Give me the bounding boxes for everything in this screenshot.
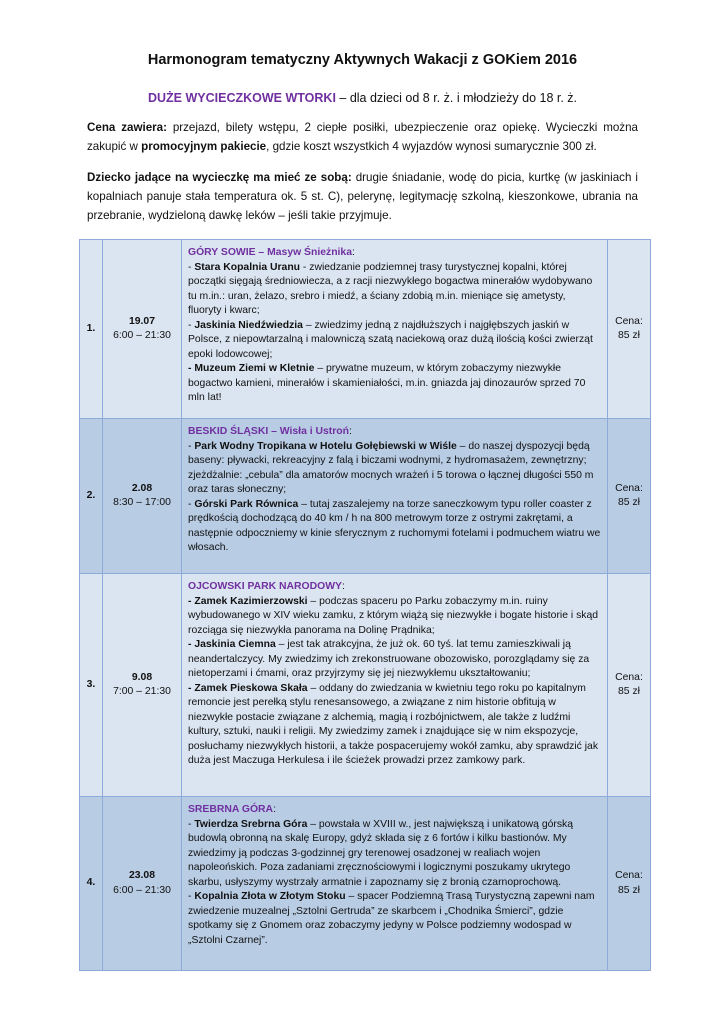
trip-region-suffix: : [349, 426, 352, 437]
price-label: Cena: [615, 315, 643, 327]
trip-item [188, 440, 601, 498]
trip-price-cell [608, 574, 651, 797]
subtitle-rest: – dla dzieci od 8 r. ż. i młodzieży do 18 r. ż. [335, 91, 578, 105]
trip-region [188, 803, 601, 818]
item-text: – tutaj zaszalejemy na torze saneczkowym typu roller coaster z prędkością dochodzącą do 40 km / h na 800 metrowym torze z ostrymi zakrętami, a następnie odpoczniemy w kinie sferycznym z ruchomymi fotelami i podmuchem wiatru we włosach. [188, 498, 601, 553]
trip-region-suffix: : [273, 804, 276, 815]
item-prefix: - [188, 440, 195, 452]
bring-info-paragraph [87, 168, 638, 225]
trip-price-cell [608, 419, 651, 574]
item-text: – prywatne muzeum, w którym zobaczymy niezwykłe bogactwo kamieni, minerałów i skamieniałości, m.in. gniazda jaj dinozaurów sprzed 70 mln lat! [188, 363, 586, 403]
trip-region-name: BESKID ŚLĄSKI – Wisła i Ustroń [188, 426, 349, 437]
table-row [80, 419, 651, 574]
trip-date-cell [103, 574, 182, 797]
trip-region-name: SREBRNA GÓRA [188, 804, 274, 815]
trip-description [182, 574, 608, 797]
item-text: – powstała w XVIII w., jest największą i unikatową górską budowlą obronną na skalę Europy, gdyż składa się z 6 fortów i kilku bastionów. My zwiedzimy ją podczas 3-godzinnej gry terenowej osadzonej w realiach wojen napoleońskich. Poza zadaniami zręcznościowymi i logicznymi poszukamy ukrytego skarbu, usłyszymy wystrzały armatnie i zapoznamy się z bronią czarnoprochową. [188, 818, 574, 888]
item-text: - zwiedzanie podziemnej trasy turystycznej kopalni, której początki sięgają średniowiecza, a z racji niezwykłego bogactwa minerałów wydobywano tu m.in.: uran, żelazo, srebro i miedź, a ściany zdobią m.in. mieniące się ametysty, fluoryty i kwarc; [188, 261, 593, 316]
item-text: – jest tak atrakcyjna, że już ok. 60 tyś. lat temu zamieszkiwali ją neandertalczycy. My zwiedzimy ich zrekonstruowane obozowisko, porozglądamy się za nietoperzami i ćmami, oraz przyjrzymy się jej niezwykłemu ukształtowaniu; [188, 639, 590, 679]
trip-date: 19.07 [128, 315, 155, 327]
item-prefix: - [188, 319, 195, 331]
item-prefix: - [188, 498, 195, 510]
item-name: Jaskinia Niedźwiedzia [194, 319, 303, 331]
trip-date-cell [103, 240, 182, 419]
item-name: - Muzeum Ziemi w Kletnie [188, 363, 315, 374]
item-text: – do naszej dyspozycji będą baseny: pływacki, rekreacyjny z falą i biczami wodnymi, z hydromasażem, zewnętrzny; zjeżdżalnie: „cebula” dla amatorów mocnych wrażeń i 5 torowa o łącznej długości 550 m oraz taras słoneczny; [188, 440, 594, 495]
trip-region-name: OJCOWSKI PARK NARODOWY [188, 581, 342, 592]
bring-info-label: Dziecko jadące na wycieczkę ma mieć ze sobą: [87, 171, 352, 184]
item-name: - Jaskinia Ciemna [188, 639, 276, 650]
trip-region-suffix: : [341, 581, 345, 592]
item-prefix: - [188, 261, 195, 273]
table-row [80, 574, 651, 797]
item-text: – podczas spaceru po Parku zobaczymy m.in. ruiny wybudowanego w XIV wieku zamku, z którym wiążą się niezwykłe i bogate historie i skąd rozciąga się niezwykła panorama na Dolinę Prądnika; [188, 595, 599, 636]
item-name: Górski Park Równica [194, 498, 299, 510]
item-name: Kopalnia Złota w Złotym Stoku [194, 891, 346, 902]
item-name: - Zamek Kazimierzowski [188, 595, 308, 607]
trip-description [182, 797, 608, 971]
price-info-label: Cena zawiera: [87, 121, 167, 134]
item-text: – spacer Podziemną Trasą Turystyczną zapewni nam zwiedzenie muzealnej „Sztolni Gertruda” ze skarbcem i „Chodnika Śmierci”, gdzie spotkamy się z Gnomem oraz zobaczymy jedyny w Polsce podziemny wodospad w „Sztolni Czarnej”. [188, 891, 595, 946]
price-label: Cena: [615, 671, 643, 683]
trip-date: 9.08 [131, 671, 153, 683]
price-value: 85 zł [618, 686, 640, 697]
trip-region [188, 246, 601, 261]
price-value: 85 zł [618, 884, 640, 896]
trip-date: 2.08 [131, 482, 153, 494]
trip-item [188, 682, 601, 769]
trip-region-suffix: : [352, 247, 355, 258]
item-name: - Zamek Pieskowa Skała [188, 682, 308, 694]
price-info-text1: przejazd, bilety wstępu, 2 ciepłe posiłki, ubezpieczenie oraz opiekę. Wycieczki można zakupić w [87, 121, 638, 153]
price-label: Cena: [615, 870, 643, 881]
trip-item [188, 498, 601, 556]
price-info-bold: promocyjnym pakiecie [141, 140, 267, 153]
trip-description [182, 240, 608, 419]
trip-time: 8:30 – 17:00 [113, 497, 171, 508]
trip-date: 23.08 [128, 870, 155, 881]
trip-description [182, 419, 608, 574]
trip-number: 2. [80, 419, 103, 574]
trip-time: 7:00 – 21:30 [113, 686, 171, 697]
subtitle-highlight: DUŻE WYCIECZKOWE WTORKI [147, 91, 336, 105]
subtitle [0, 91, 725, 105]
item-prefix: - [188, 818, 195, 830]
price-value: 85 zł [618, 330, 640, 341]
trip-time: 6:00 – 21:30 [113, 884, 171, 896]
schedule-table [79, 239, 651, 971]
trip-number: 1. [80, 240, 103, 419]
trip-number: 3. [80, 574, 103, 797]
trip-date-cell [103, 419, 182, 574]
item-name: Stara Kopalnia Uranu [194, 261, 301, 273]
trip-item [188, 595, 601, 639]
item-name: Twierdza Srebrna Góra [194, 818, 308, 830]
price-label: Cena: [615, 482, 643, 494]
trip-number: 4. [80, 797, 103, 971]
trip-item [188, 818, 601, 891]
trip-region-name: GÓRY SOWIE – Masyw Śnieżnika [188, 247, 352, 258]
price-info-text2: , gdzie koszt wszystkich 4 wyjazdów wynosi sumarycznie 300 zł. [266, 140, 597, 153]
trip-region [188, 425, 601, 440]
item-text: – oddany do zwiedzania w kwietniu tego roku po kapitalnym remoncie jest perełką stylu renesansowego, a związane z nim historie obfitują w niezwykłe postacie związane z alchemią, magią i rozbójnictwem, ale także z ludźmi kultury, sztuki, nauki i religii. My zwiedzimy zamek i znajdujące się w nim ekspozycje, posłuchamy niezwykłych historii, a także pospacerujemy wokół zamku, aby sprawdzić jak duża jest Maczuga Herkulesa i ile ścieżek prowadzi przez zamkowy park. [188, 682, 599, 766]
trip-item [188, 638, 601, 682]
trip-item [188, 319, 601, 363]
price-info-paragraph [87, 118, 638, 156]
item-prefix: - [188, 891, 195, 902]
table-row [80, 240, 651, 419]
page-title: Harmonogram tematyczny Aktywnych Wakacji z GOKiem 2016 [147, 52, 578, 68]
trip-price-cell [608, 797, 651, 971]
trip-region [188, 580, 601, 595]
trip-item [188, 890, 601, 948]
trip-item [188, 362, 601, 406]
item-text: – zwiedzimy jedną z najdłuższych i najgłębszych jaskiń w Polsce, z niepowtarzalną i malowniczą szatą naciekową oraz dużą ilością kości zwierząt epoki lodowcowej; [188, 319, 593, 360]
table-row [80, 797, 651, 971]
trip-item [188, 261, 601, 319]
item-name: Park Wodny Tropikana w Hotelu Gołębiewski w Wiśle [194, 440, 457, 452]
trip-price-cell [608, 240, 651, 419]
bring-info-text: drugie śniadanie, wodę do picia, kurtkę (w jaskiniach i kopalniach panuje stała temperatura ok. 5 st. C), pelerynę, legitymację szkolną, kieszonkowe, ubrania na przebranie, wydzieloną dawkę leków – jeśli takie przyjmuje. [87, 171, 638, 222]
trip-date-cell [103, 797, 182, 971]
trip-time: 6:00 – 21:30 [113, 330, 171, 341]
price-value: 85 zł [618, 497, 640, 508]
